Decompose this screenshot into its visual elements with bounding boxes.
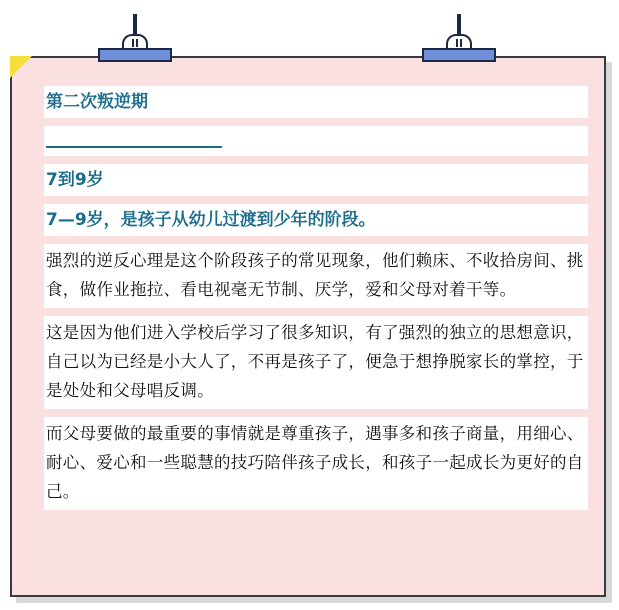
- corner-fold-icon: [10, 56, 32, 78]
- clip-rod: [457, 14, 461, 36]
- subheading: 7—9岁，是孩子从幼儿过渡到少年的阶段。: [46, 210, 376, 230]
- subheading-block: [44, 204, 588, 236]
- paragraph-block: [44, 316, 588, 409]
- clip-bar: [98, 48, 172, 62]
- paragraph-block: [44, 244, 588, 308]
- page-title: 第二次叛逆期: [46, 92, 148, 112]
- binder-clip-icon: [422, 14, 496, 64]
- age-range-heading: 7到9岁: [46, 170, 104, 190]
- paragraph-block: [44, 417, 588, 510]
- paragraph: 这是因为他们进入学校后学习了很多知识，有了强烈的独立的思想意识，自己以为已经是小大人了，不再是孩子了，便急于想挣脱家长的掌控，于是处处和父母唱反调。: [46, 323, 584, 400]
- paragraph: 强烈的逆反心理是这个阶段孩子的常见现象，他们赖床、不收拾房间、挑食，做作业拖拉、看电视毫无节制、厌学，爱和父母对着干等。: [46, 251, 584, 299]
- article-content: [44, 86, 588, 518]
- divider-line: [46, 146, 222, 148]
- clip-bar: [422, 48, 496, 62]
- heading-block: [44, 86, 588, 118]
- age-block: [44, 164, 588, 196]
- divider-block: [44, 126, 588, 156]
- clip-rod: [133, 14, 137, 36]
- binder-clip-icon: [98, 14, 172, 64]
- paragraph: 而父母要做的最重要的事情就是尊重孩子，遇事多和孩子商量，用细心、耐心、爱心和一些聪慧的技巧陪伴孩子成长，和孩子一起成长为更好的自己。: [46, 424, 584, 501]
